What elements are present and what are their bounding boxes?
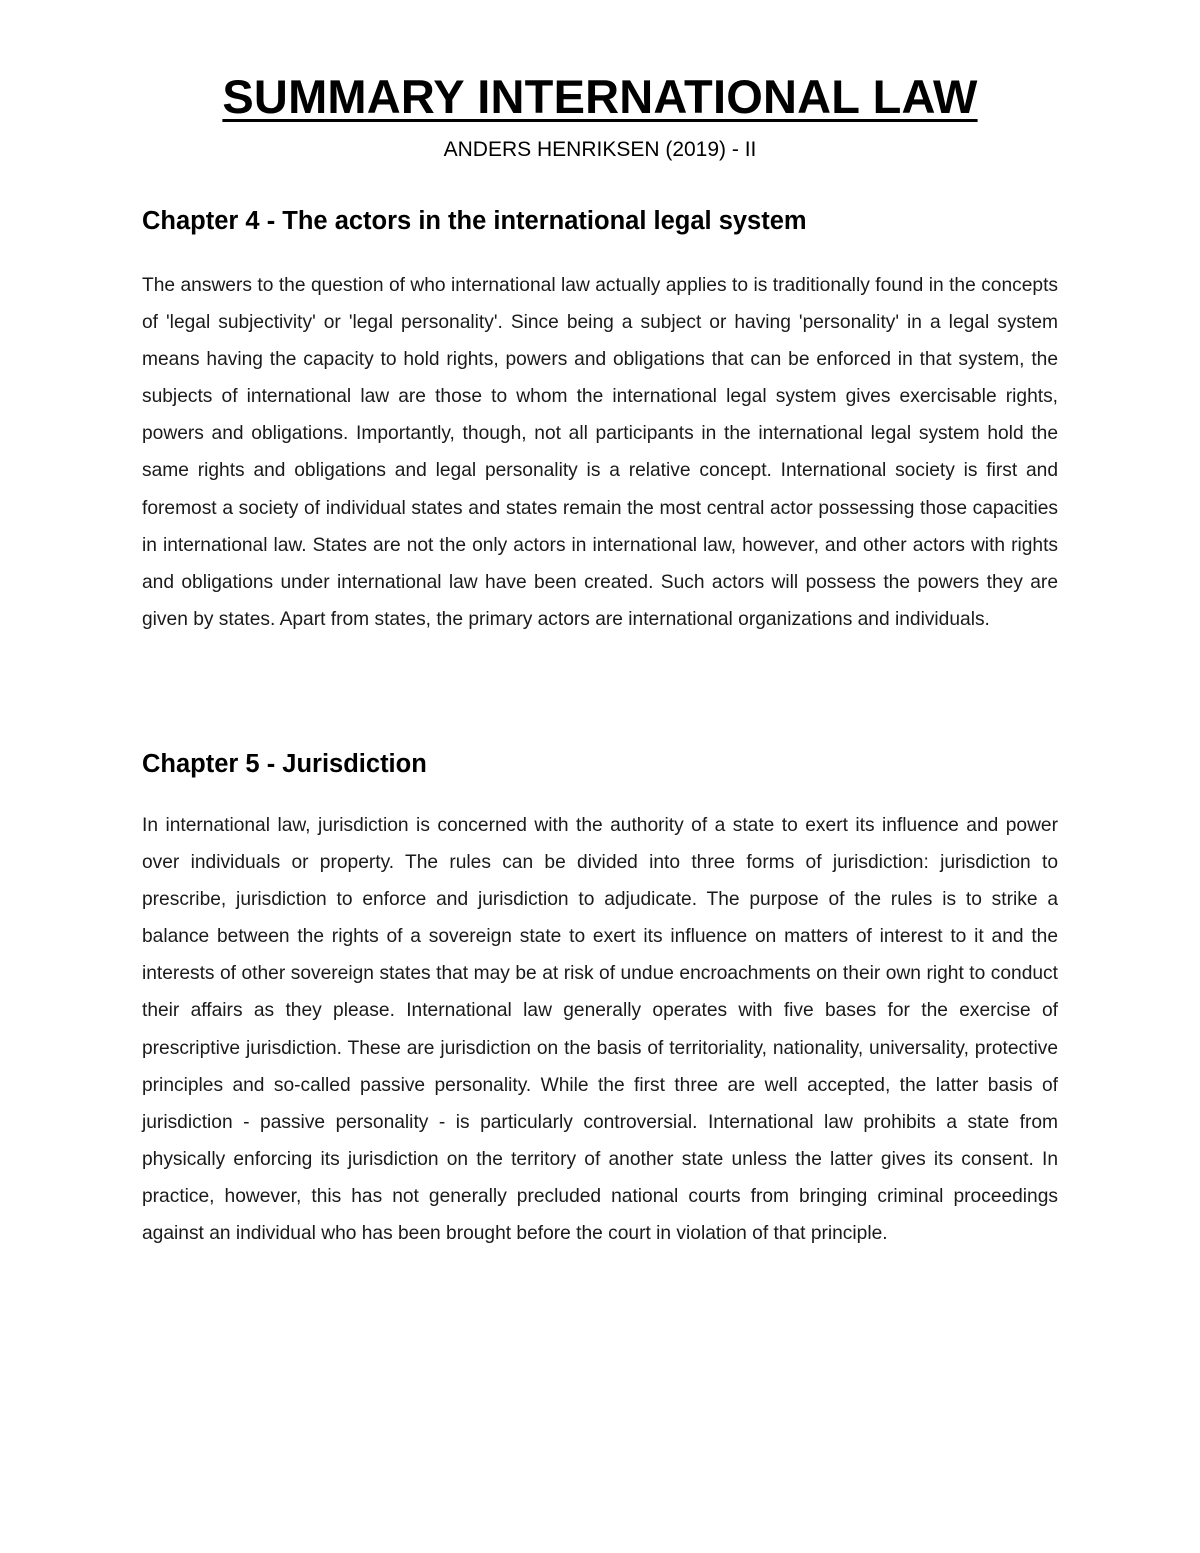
document-title: SUMMARY INTERNATIONAL LAW <box>222 70 978 123</box>
chapter-5-paragraph: In international law, jurisdiction is concerned with the authority of a state to exert its influence and power over individuals or property. The rules can be divided into three forms of jurisdiction: jurisdiction to prescribe, jurisdiction to enforce and jurisdiction to adjudicate. The purpose of the rules is to strike a balance between the rights of a sovereign state to exert its influence on matters of interest to it and the interests of other sovereign states that may be at risk of undue encroachments on their own right to conduct their affairs as they please. International law generally operates with five bases for the exercise of prescriptive jurisdiction. These are jurisdiction on the basis of territoriality, nationality, universality, protective principles and so-called passive personality. While the first three are well accepted, the latter basis of jurisdiction - passive personality - is particularly controversial. International law prohibits a state from physically enforcing its jurisdiction on the territory of another state unless the latter gives its consent. In practice, however, this has not generally precluded national courts from bringing criminal proceedings against an individual who has been brought before the court in violation of that principle. <box>142 815 1058 1245</box>
document-subtitle: ANDERS HENRIKSEN (2019) - II <box>443 138 757 161</box>
chapter-4-paragraph: The answers to the question of who international law actually applies to is traditionally found in the concepts of 'legal subjectivity' or 'legal personality'. Since being a subject or having 'personality' in a legal system means having the capacity to hold rights, powers and obligations that can be enforced in that system, the subjects of international law are those to whom the international legal system gives exercisable rights, powers and obligations. Importantly, though, not all participants in the international legal system hold the same rights and obligations and legal personality is a relative concept. International society is first and foremost a society of individual states and states remain the most central actor possessing those capacities in international law. States are not the only actors in international law, however, and other actors with rights and obligations under international law have been created. Such actors will possess the powers they are given by states. Apart from states, the primary actors are international organizations and individuals. <box>142 275 1058 630</box>
chapter-5-section <box>142 748 1058 1252</box>
chapter-4-section <box>142 205 1058 638</box>
chapter-5-heading: Chapter 5 - Jurisdiction <box>142 750 427 778</box>
chapter-4-heading: Chapter 4 - The actors in the international legal system <box>142 207 807 235</box>
